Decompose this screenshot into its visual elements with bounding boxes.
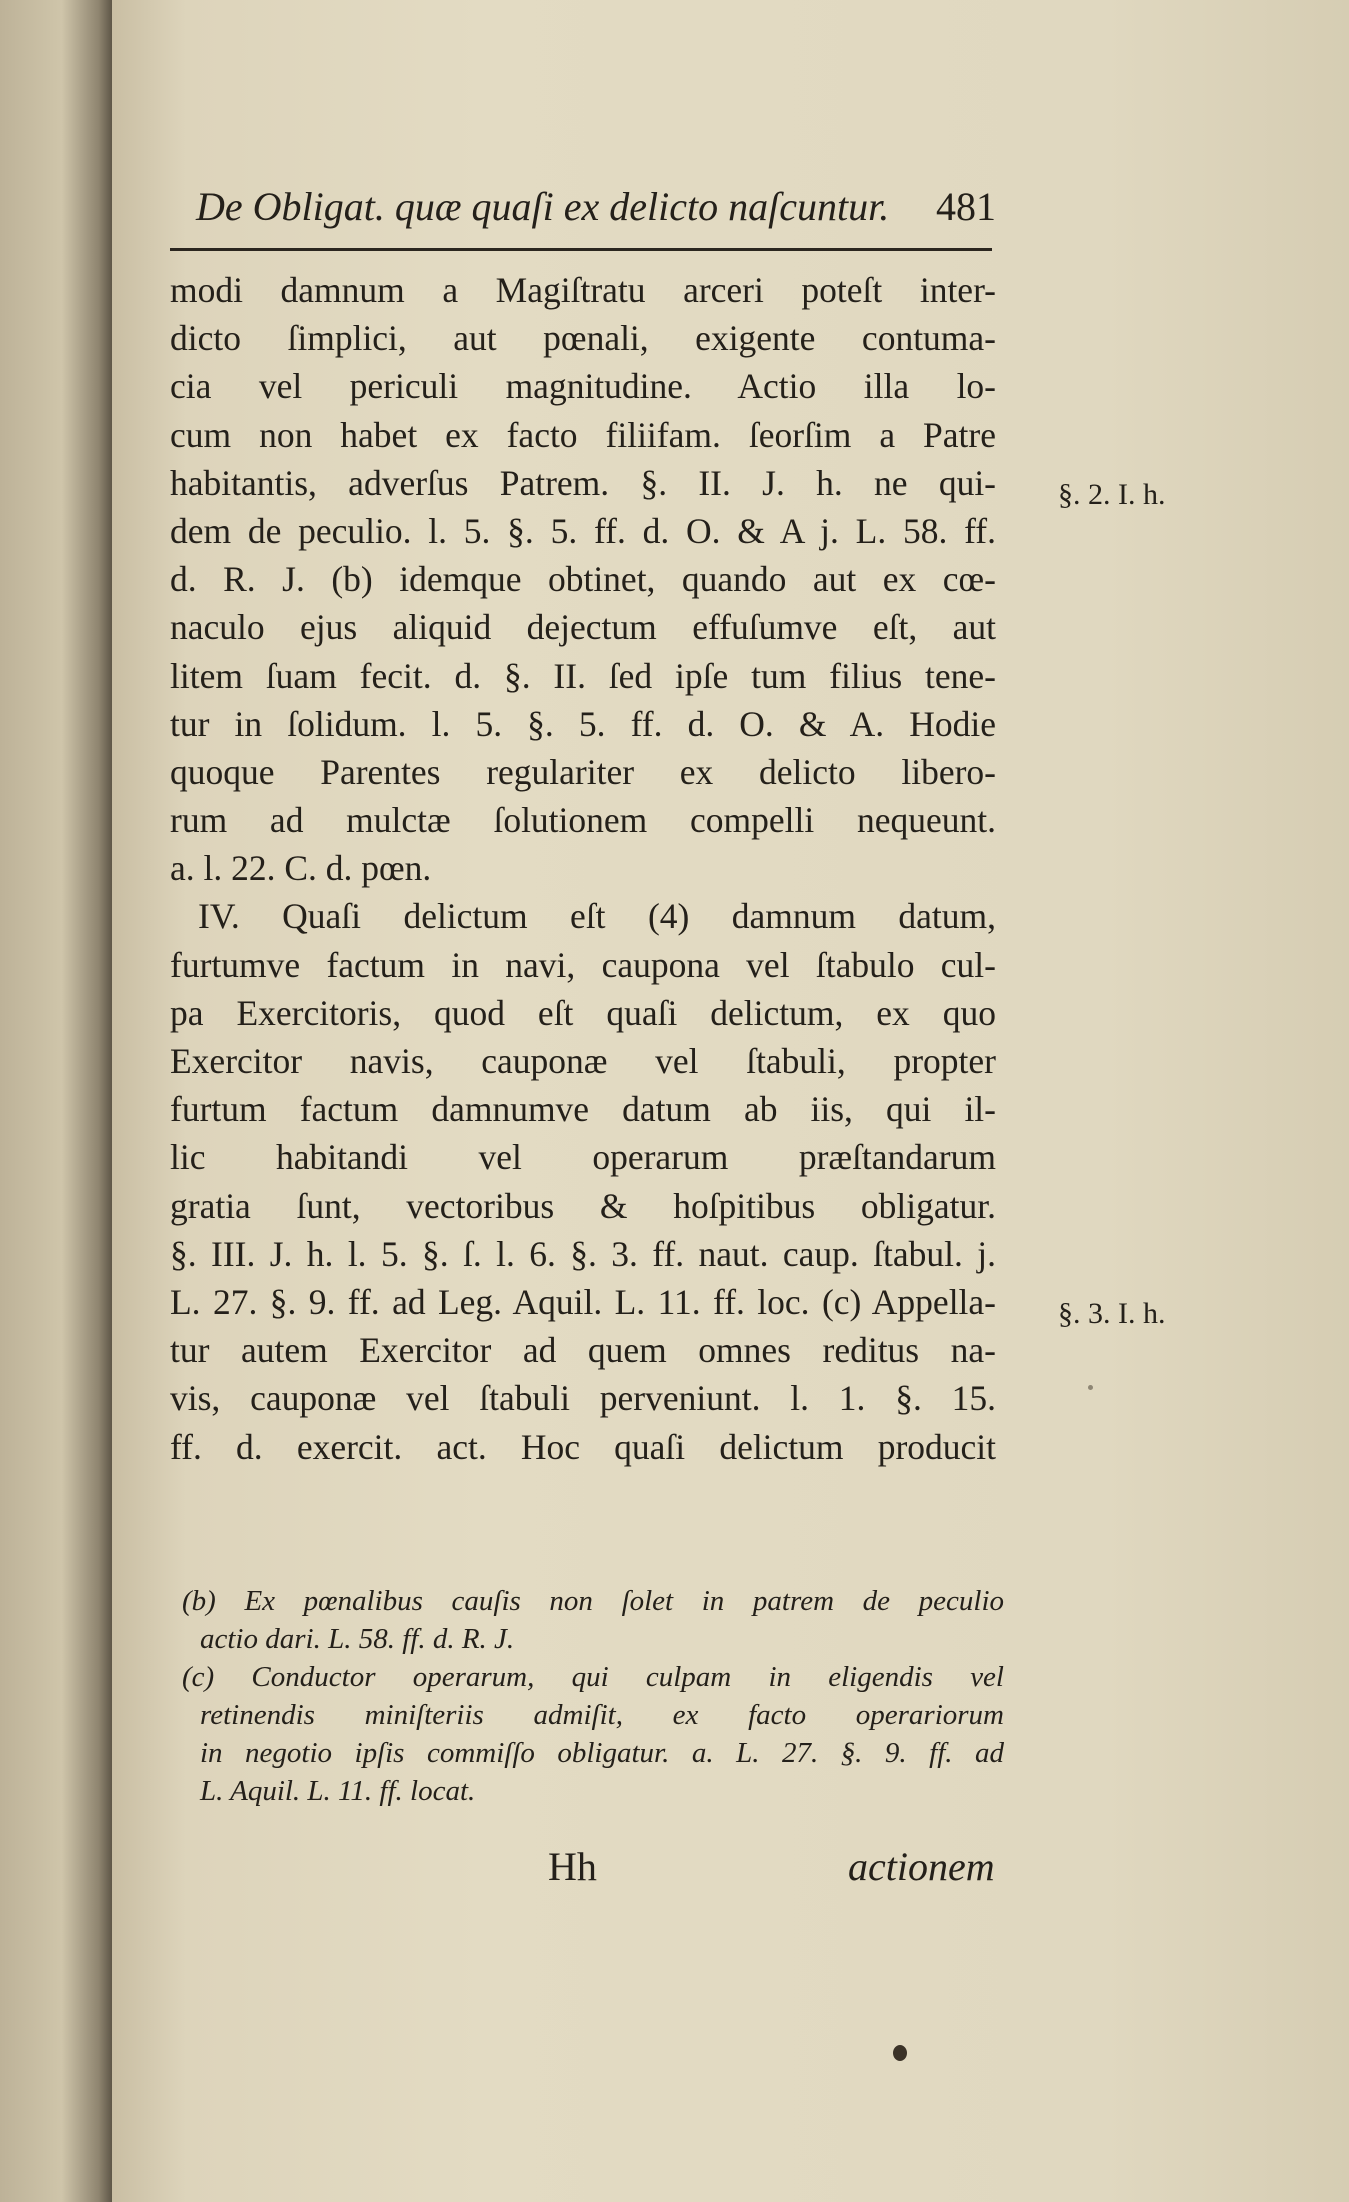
- catchword: actionem: [848, 1844, 995, 1889]
- text-line: vis, cauponæ vel ſtabuli perveniunt. l. 1. §. 15.: [170, 1378, 996, 1419]
- text-line: modi damnum a Magiſtratu arceri poteſt inter-: [170, 270, 996, 310]
- footnote-line: in negotio ipſis commiſſo obligatur. a. L. 27. §. 9. ff. ad: [200, 1737, 1004, 1769]
- text-line: §. III. J. h. l. 5. §. ſ. l. 6. §. 3. ff. naut. caup. ſtabul. j.: [170, 1233, 996, 1274]
- text-line: dicto ſimplici, aut pœnali, exigente contuma-: [170, 318, 996, 359]
- text-line: habitantis, adverſus Patrem. §. II. J. h. ne qui-: [170, 462, 996, 503]
- ink-spot: [1088, 1385, 1093, 1390]
- text-line: Exercitor navis, cauponæ vel ſtabuli, propter: [170, 1041, 996, 1081]
- text-line: lic habitandi vel operarum præſtandarum: [170, 1137, 996, 1178]
- footnote-line: (b) Ex pœnalibus cauſis non ſolet in patrem de peculio: [182, 1585, 1004, 1617]
- ink-spot: [893, 2045, 907, 2061]
- text-line: IV. Quaſi delictum eſt (4) damnum datum,: [198, 896, 996, 937]
- text-line: cia vel periculi magnitudine. Actio illa lo-: [170, 366, 996, 407]
- text-line: cum non habet ex facto filiifam. ſeorſim a Patre: [170, 414, 996, 455]
- page-number: 481: [936, 184, 996, 229]
- text-line: quoque Parentes regulariter ex delicto libero-: [170, 751, 996, 792]
- footnotes: [182, 1582, 1004, 1810]
- margin-note: §. 3. I. h.: [1058, 1297, 1166, 1330]
- text-line: pa Exercitoris, quod eſt quaſi delictum, ex quo: [170, 992, 996, 1033]
- footnote-line: actio dari. L. 58. ff. d. R. J.: [200, 1623, 515, 1655]
- footnote-line: retinendis miniſteriis admiſit, ex facto operariorum: [200, 1699, 1004, 1731]
- text-line: d. R. J. (b) idemque obtinet, quando aut ex cœ-: [170, 559, 996, 600]
- text-line: rum ad mulctæ ſolutionem compelli nequeunt.: [170, 800, 996, 841]
- text-line: tur autem Exercitor ad quem omnes reditus na-: [170, 1330, 996, 1371]
- text-line: litem ſuam fecit. d. §. II. ſed ipſe tum filius tene-: [170, 655, 996, 696]
- text-line: furtumve factum in navi, caupona vel ſtabulo cul-: [170, 944, 996, 985]
- running-title: De Obligat. quæ quaſi ex delicto naſcuntur.: [196, 184, 890, 229]
- signature-mark: Hh: [548, 1844, 597, 1889]
- margin-note: §. 2. I. h.: [1058, 478, 1166, 511]
- footnote-line: L. Aquil. L. 11. ff. locat.: [200, 1775, 476, 1807]
- text-line: dem de peculio. l. 5. §. 5. ff. d. O. & A j. L. 58. ff.: [170, 510, 996, 551]
- running-header: [196, 183, 996, 243]
- text-line: a. l. 22. C. d. pœn.: [170, 848, 432, 889]
- text-line: naculo ejus aliquid dejectum effuſumve eſt, aut: [170, 607, 996, 648]
- binding-gutter: [0, 0, 112, 2202]
- text-line: tur in ſolidum. l. 5. §. 5. ff. d. O. & A. Hodie: [170, 703, 996, 744]
- header-rule: [170, 248, 992, 251]
- text-line: gratia ſunt, vectoribus & hoſpitibus obligatur.: [170, 1185, 996, 1226]
- text-line: ff. d. exercit. act. Hoc quaſi delictum producit: [170, 1426, 996, 1467]
- text-line: furtum factum damnumve datum ab iis, qui il-: [170, 1089, 996, 1130]
- footnote-line: (c) Conductor operarum, qui culpam in eligendis vel: [182, 1661, 1004, 1693]
- main-text: [170, 266, 996, 1471]
- text-line: L. 27. §. 9. ff. ad Leg. Aquil. L. 11. ff. loc. (c) Appella-: [170, 1281, 996, 1322]
